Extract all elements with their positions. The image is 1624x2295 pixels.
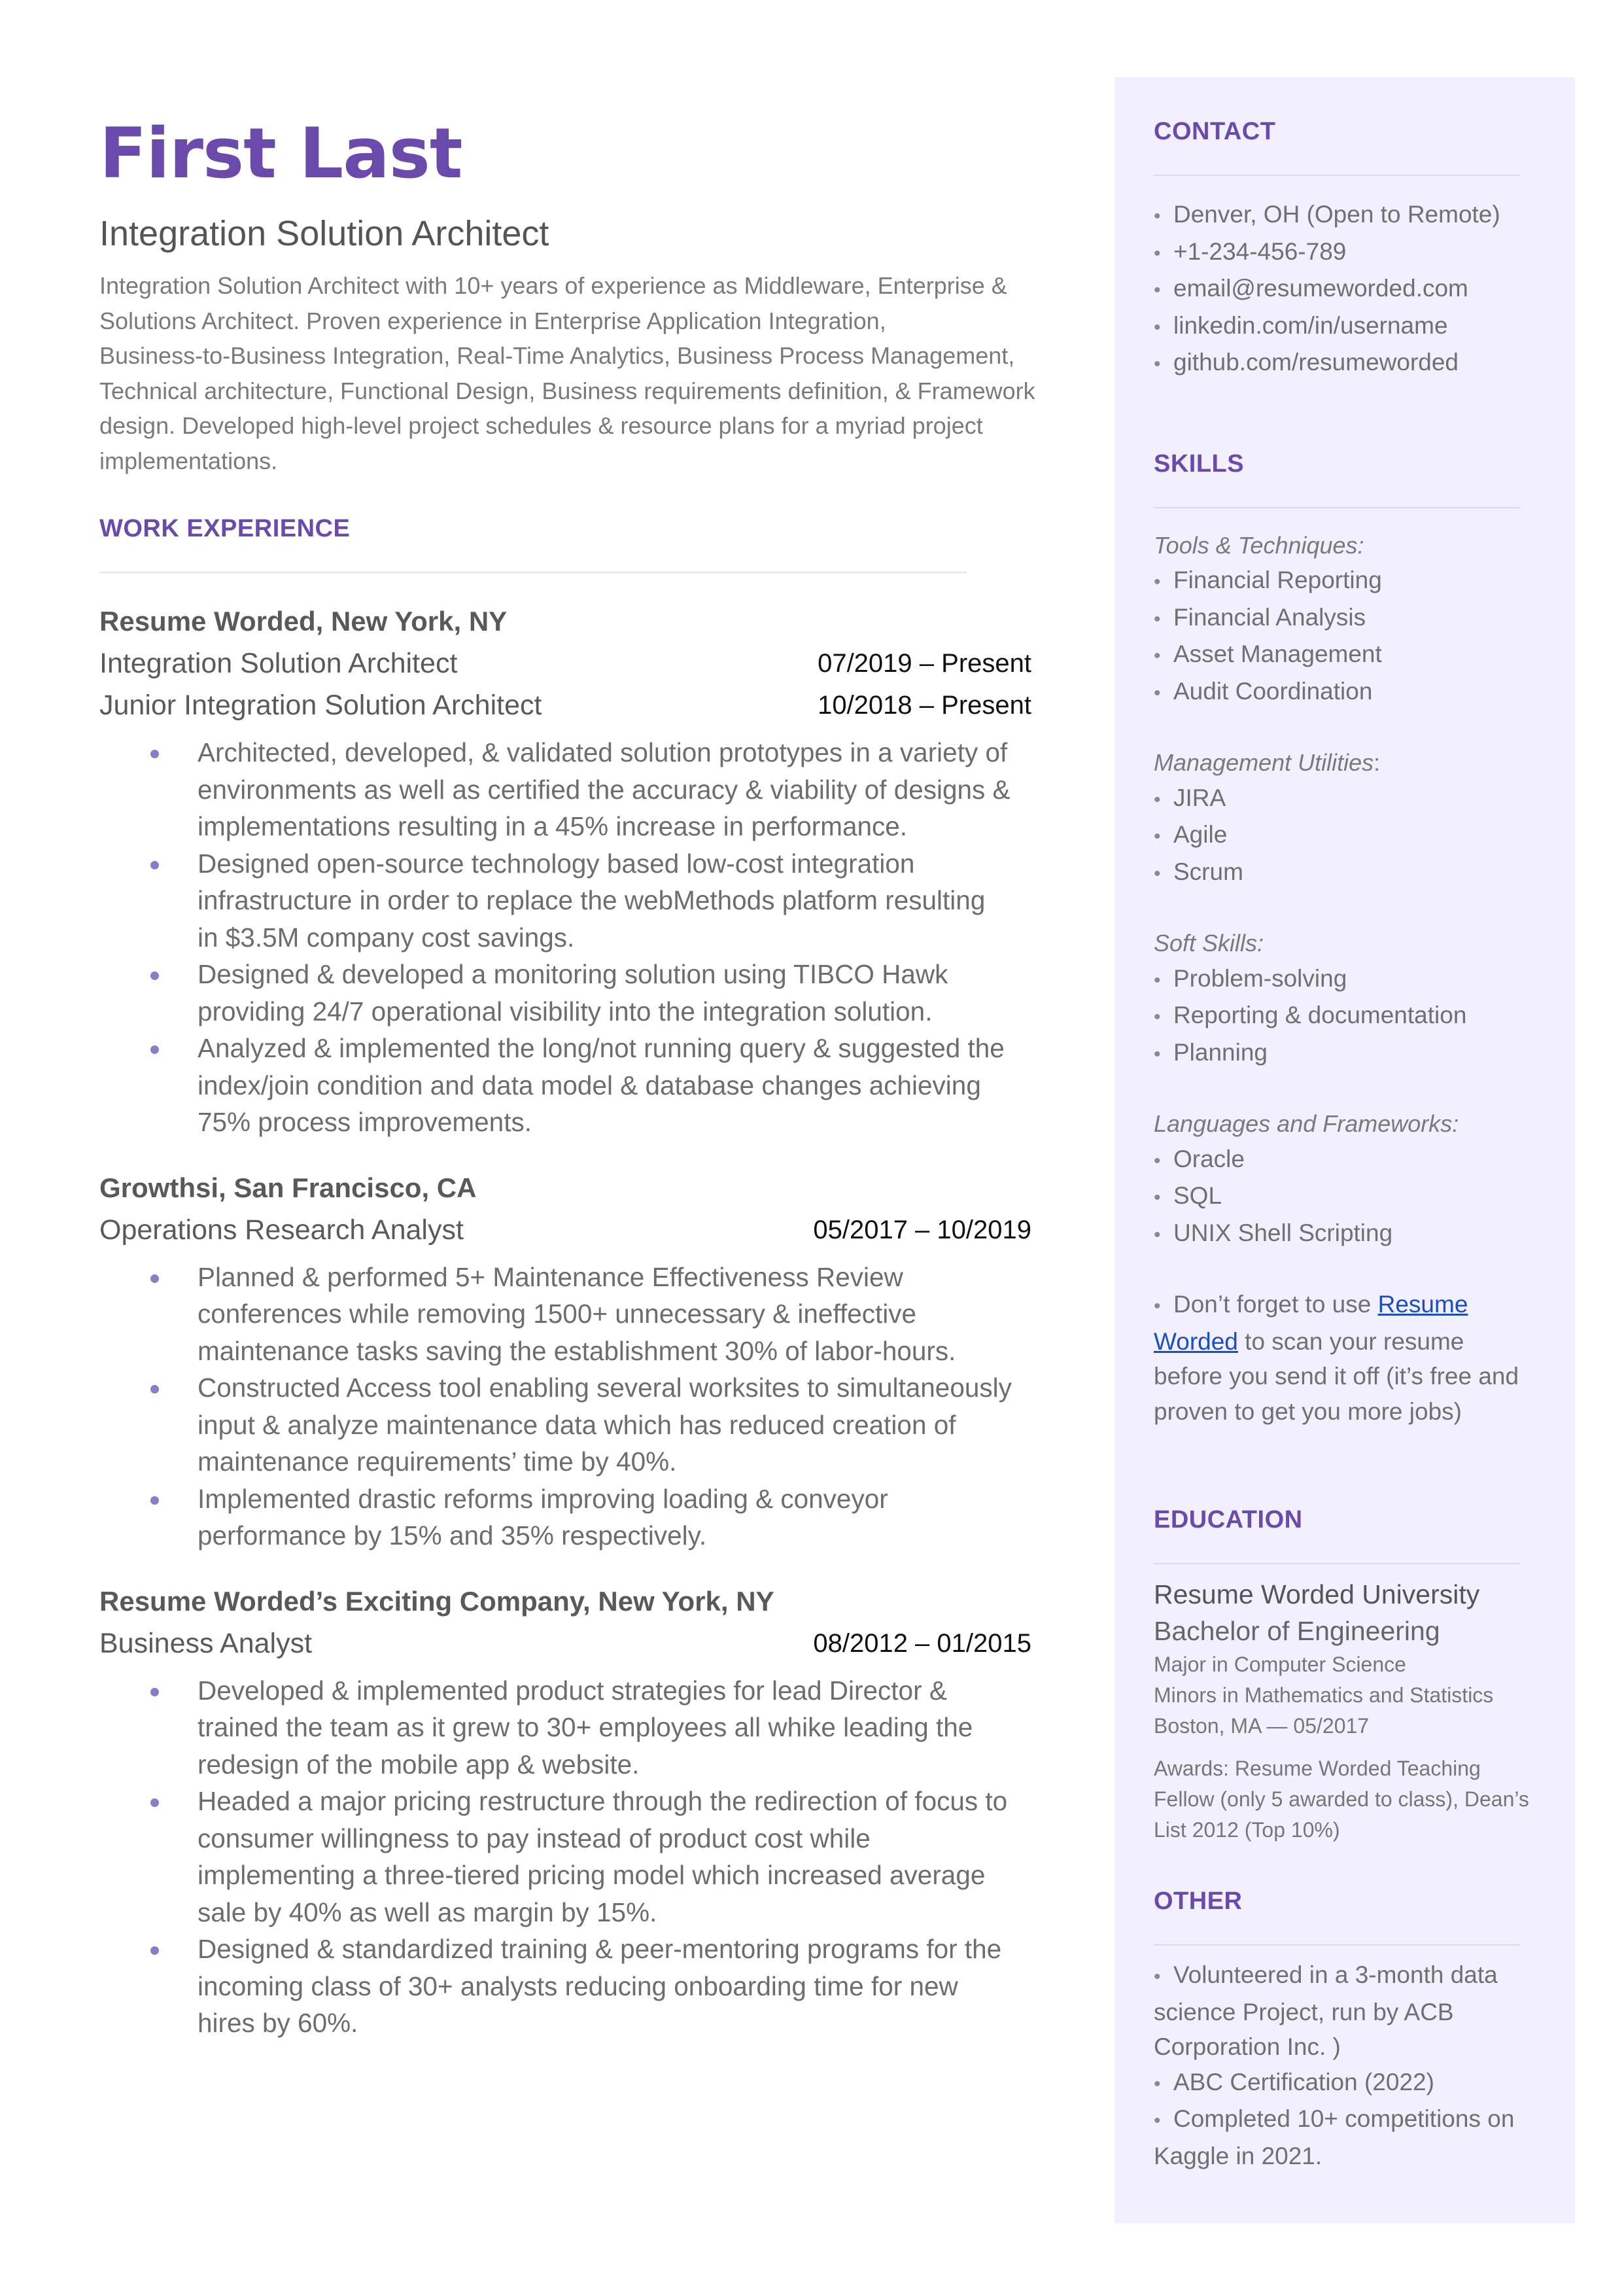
other-item: • ABC Certification (2022) bbox=[1154, 2065, 1546, 2102]
skill-item: • Asset Management bbox=[1154, 637, 1546, 674]
job-role-title: Business Analyst bbox=[99, 1627, 313, 1659]
summary bbox=[99, 268, 1054, 478]
job-bullet bbox=[99, 1369, 1133, 1480]
bullet-line: redesign of the mobile app & website. bbox=[198, 1749, 640, 1779]
job-bullets bbox=[99, 1259, 1054, 1554]
education-awards-line: Awards: Resume Worded Teaching bbox=[1154, 1757, 1481, 1780]
bullet-line: infrastructure in order to replace the webMethods platform resulting bbox=[198, 885, 986, 915]
job-company: Resume Worded’s Exciting Company, New York, NY bbox=[99, 1585, 774, 1617]
skill-item: • JIRA bbox=[1154, 780, 1546, 818]
sidebar bbox=[1114, 77, 1575, 2223]
education-heading: EDUCATION bbox=[1154, 1506, 1303, 1533]
bullet-glyph: • bbox=[1154, 1043, 1161, 1065]
skill-item: • Financial Reporting bbox=[1154, 563, 1546, 600]
bullet-line: environments as well as certified the accuracy & viability of designs & bbox=[198, 774, 1011, 805]
candidate-title: Integration Solution Architect bbox=[99, 214, 549, 253]
skill-item: • Problem-solving bbox=[1154, 961, 1546, 998]
job-role-title: Junior Integration Solution Architect bbox=[99, 690, 542, 721]
job-role-row bbox=[99, 1622, 1031, 1664]
resume-worded-link[interactable]: Worded bbox=[1154, 1327, 1238, 1355]
education-detail: Minors in Mathematics and Statistics bbox=[1154, 1683, 1494, 1707]
note-line: proven to get you more jobs) bbox=[1154, 1397, 1462, 1425]
bullet-line: maintenance tasks saving the establishment 30% of labor-hours. bbox=[198, 1335, 956, 1366]
bullet-glyph: • bbox=[1154, 353, 1161, 375]
bullet-glyph: • bbox=[1154, 2110, 1161, 2131]
bullet-glyph: • bbox=[1154, 571, 1161, 593]
skills-heading: SKILLS bbox=[1154, 449, 1245, 478]
job-role-dates: 10/2018 – Present bbox=[818, 691, 1031, 720]
skills-group-label: Tools & Techniques: bbox=[1154, 531, 1364, 559]
bullet-dot bbox=[150, 1798, 159, 1807]
bullet-glyph: • bbox=[1154, 1223, 1161, 1246]
bullet-line: Designed & developed a monitoring solution using TIBCO Hawk bbox=[198, 959, 948, 989]
bullet-line: Developed & implemented product strategies for lead Director & bbox=[198, 1675, 947, 1706]
bullet-dot bbox=[150, 1385, 159, 1393]
bullet-line: Architected, developed, & validated solution prototypes in a variety of bbox=[198, 737, 1008, 767]
skill-item: • Agile bbox=[1154, 817, 1546, 854]
summary-line: implementations. bbox=[99, 447, 278, 474]
summary-line: design. Developed high-level project schedules & resource plans for a myriad project bbox=[99, 412, 983, 439]
section-divider bbox=[1154, 175, 1520, 176]
skills-list bbox=[1154, 563, 1546, 710]
other-item: • Volunteered in a 3-month data science Project, run by ACB Corporation Inc. ) bbox=[1154, 1957, 1546, 2065]
bullet-line: Designed & standardized training & peer-mentoring programs for the bbox=[198, 1934, 1002, 1964]
bullet-line: Constructed Access tool enabling several worksites to simultaneously bbox=[198, 1373, 1012, 1403]
job-bullets bbox=[99, 734, 1054, 1141]
note-line: before you send it off (it’s free and bbox=[1154, 1363, 1519, 1390]
skill-item: • Planning bbox=[1154, 1035, 1546, 1072]
bullet-glyph: • bbox=[1154, 279, 1161, 301]
skills-list bbox=[1154, 780, 1546, 892]
bullet-glyph: • bbox=[1154, 682, 1161, 704]
job-role-dates: 07/2019 – Present bbox=[818, 649, 1031, 678]
resume-worded-link[interactable]: Resume bbox=[1377, 1291, 1468, 1318]
contact-github: • github.com/resumeworded bbox=[1154, 345, 1546, 382]
skills-list bbox=[1154, 961, 1546, 1072]
job-role-dates: 08/2012 – 01/2015 bbox=[813, 1628, 1031, 1658]
job-bullet bbox=[99, 1259, 1133, 1370]
other-item: • Completed 10+ competitions on Kaggle in 2021. bbox=[1154, 2101, 1546, 2173]
education-awards-line: List 2012 (Top 10%) bbox=[1154, 1818, 1340, 1842]
summary-line: Integration Solution Architect with 10+ years of experience as Middleware, Enterprise & bbox=[99, 272, 1007, 299]
contact-phone: • +1-234-456-789 bbox=[1154, 234, 1546, 272]
note-line: Worded to scan your resume bbox=[1154, 1327, 1464, 1355]
bullet-dot bbox=[150, 861, 159, 869]
skill-item: • Financial Analysis bbox=[1154, 600, 1546, 637]
bullet-line: 75% process improvements. bbox=[198, 1107, 532, 1137]
skills-group-label: Soft Skills: bbox=[1154, 930, 1264, 956]
education-awards-line: Fellow (only 5 awarded to class), Dean’s bbox=[1154, 1787, 1529, 1811]
bullet-glyph: • bbox=[1154, 1006, 1161, 1028]
bullet-line: input & analyze maintenance data which has reduced creation of bbox=[198, 1409, 956, 1440]
bullet-glyph: • bbox=[1154, 2073, 1161, 2095]
job-bullet bbox=[99, 1672, 1133, 1783]
candidate-name: First Last bbox=[99, 113, 462, 194]
skill-item: • Oracle bbox=[1154, 1142, 1546, 1179]
bullet-line: implementations resulting in a 45% increase in performance. bbox=[198, 811, 908, 841]
bullet-line: incoming class of 30+ analysts reducing onboarding time for new bbox=[198, 1971, 958, 2001]
job-bullet bbox=[99, 1783, 1133, 1931]
skill-item: • Scrum bbox=[1154, 854, 1546, 892]
skill-item: • Audit Coordination bbox=[1154, 674, 1546, 711]
skills-list bbox=[1154, 1142, 1546, 1253]
bullet-dot bbox=[150, 1496, 159, 1505]
bullet-glyph: • bbox=[1154, 1149, 1161, 1172]
bullet-glyph: • bbox=[1154, 969, 1161, 991]
skill-item: • SQL bbox=[1154, 1178, 1546, 1216]
education-awards bbox=[1154, 1753, 1546, 1846]
resume-worded-note bbox=[1154, 1287, 1546, 1429]
bullet-line: Analyzed & implemented the long/not running query & suggested the bbox=[198, 1033, 1005, 1063]
bullet-glyph: • bbox=[1154, 242, 1161, 264]
bullet-dot bbox=[150, 972, 159, 980]
bullet-glyph: • bbox=[1154, 788, 1161, 811]
job-bullet bbox=[99, 956, 1133, 1030]
job-role-row bbox=[99, 1209, 1031, 1251]
job-role-dates: 05/2017 – 10/2019 bbox=[813, 1215, 1031, 1244]
job-role-title: Operations Research Analyst bbox=[99, 1214, 464, 1246]
job-entry bbox=[99, 1167, 1054, 1554]
education-school: Resume Worded University bbox=[1154, 1579, 1480, 1609]
bullet-line: Planned & performed 5+ Maintenance Effectiveness Review bbox=[198, 1261, 903, 1292]
contact-email: • email@resumeworded.com bbox=[1154, 271, 1546, 308]
job-bullet bbox=[99, 1030, 1133, 1141]
bullet-line: performance by 15% and 35% respectively. bbox=[198, 1520, 707, 1550]
job-bullet bbox=[99, 1931, 1133, 2042]
summary-line: Business-to-Business Integration, Real-Time Analytics, Business Process Management, bbox=[99, 342, 1015, 369]
bullet-line: maintenance requirements’ time by 40%. bbox=[198, 1446, 677, 1477]
contact-heading: CONTACT bbox=[1154, 118, 1276, 145]
bullet-line: Implemented drastic reforms improving loading & conveyor bbox=[198, 1483, 888, 1514]
bullet-glyph: • bbox=[1154, 862, 1161, 885]
bullet-line: Headed a major pricing restructure through the redirection of focus to bbox=[198, 1786, 1008, 1816]
job-bullet bbox=[99, 845, 1133, 956]
job-bullets bbox=[99, 1672, 1054, 2042]
skill-item: • UNIX Shell Scripting bbox=[1154, 1216, 1546, 1253]
education-detail: Major in Computer Science bbox=[1154, 1653, 1406, 1676]
bullet-line: providing 24/7 operational visibility into the integration solution. bbox=[198, 996, 933, 1026]
bullet-line: consumer willingness to pay instead of product cost while bbox=[198, 1823, 871, 1853]
education-detail: Boston, MA — 05/2017 bbox=[1154, 1714, 1370, 1738]
bullet-glyph: • bbox=[1154, 316, 1161, 338]
job-bullet bbox=[99, 1480, 1133, 1554]
bullet-glyph: • bbox=[1154, 1966, 1161, 1988]
bullet-glyph: • bbox=[1154, 645, 1161, 667]
section-divider bbox=[1154, 1563, 1520, 1564]
skills-group-label: Management Utilities: bbox=[1154, 749, 1381, 776]
bullet-line: in $3.5M company cost savings. bbox=[198, 922, 575, 953]
summary-line: Technical architecture, Functional Design, Business requirements definition, & Framework bbox=[99, 377, 1035, 404]
bullet-dot bbox=[150, 750, 159, 758]
bullet-line: trained the team as it grew to 30+ employees all whike leading the bbox=[198, 1712, 973, 1742]
section-divider bbox=[1154, 507, 1520, 508]
bullet-glyph: • bbox=[1154, 608, 1161, 630]
job-bullet bbox=[99, 734, 1133, 845]
bullet-dot bbox=[150, 1946, 159, 1955]
skills-group-label: Languages and Frameworks: bbox=[1154, 1110, 1459, 1137]
bullet-dot bbox=[150, 1045, 159, 1054]
bullet-glyph: • bbox=[1154, 205, 1161, 227]
bullet-glyph: • bbox=[1154, 826, 1161, 847]
bullet-dot bbox=[150, 1688, 159, 1696]
work-experience-heading: WORK EXPERIENCE bbox=[99, 515, 351, 542]
bullet-line: index/join condition and data model & database changes achieving bbox=[198, 1070, 981, 1100]
section-divider bbox=[99, 572, 967, 573]
summary-line: Solutions Architect. Proven experience in Enterprise Application Integration, bbox=[99, 307, 886, 334]
bullet-line: Designed open-source technology based low-cost integration bbox=[198, 848, 915, 879]
education-degree: Bachelor of Engineering bbox=[1154, 1616, 1440, 1646]
job-entry bbox=[99, 601, 1054, 1141]
skill-item: • Reporting & documentation bbox=[1154, 998, 1546, 1035]
job-role-row bbox=[99, 684, 1031, 726]
bullet-glyph: • bbox=[1154, 1295, 1161, 1317]
bullet-dot bbox=[150, 1274, 159, 1283]
bullet-line: conferences while removing 1500+ unnecessary & ineffective bbox=[198, 1299, 917, 1329]
job-company: Growthsi, San Francisco, CA bbox=[99, 1172, 477, 1203]
other-heading: OTHER bbox=[1154, 1887, 1243, 1915]
bullet-glyph: • bbox=[1154, 1187, 1161, 1208]
other-list bbox=[1154, 1957, 1546, 2173]
section-divider bbox=[1154, 1944, 1520, 1946]
sidebar-content bbox=[1154, 77, 1546, 2173]
bullet-line: implementing a three-tiered pricing model which increased average bbox=[198, 1860, 986, 1890]
contact-linkedin: • linkedin.com/in/username bbox=[1154, 308, 1546, 345]
contact-list bbox=[1154, 197, 1546, 382]
main-column bbox=[99, 111, 1054, 2068]
job-role-row bbox=[99, 642, 1031, 684]
job-role-title: Integration Solution Architect bbox=[99, 648, 458, 679]
bullet-line: sale by 40% as well as margin by 15%. bbox=[198, 1897, 657, 1927]
job-entry bbox=[99, 1581, 1054, 2042]
job-company: Resume Worded, New York, NY bbox=[99, 606, 508, 637]
contact-location: • Denver, OH (Open to Remote) bbox=[1154, 197, 1546, 234]
note-line: • Don’t forget to use Resume bbox=[1154, 1287, 1546, 1324]
bullet-line: hires by 60%. bbox=[198, 2008, 358, 2038]
